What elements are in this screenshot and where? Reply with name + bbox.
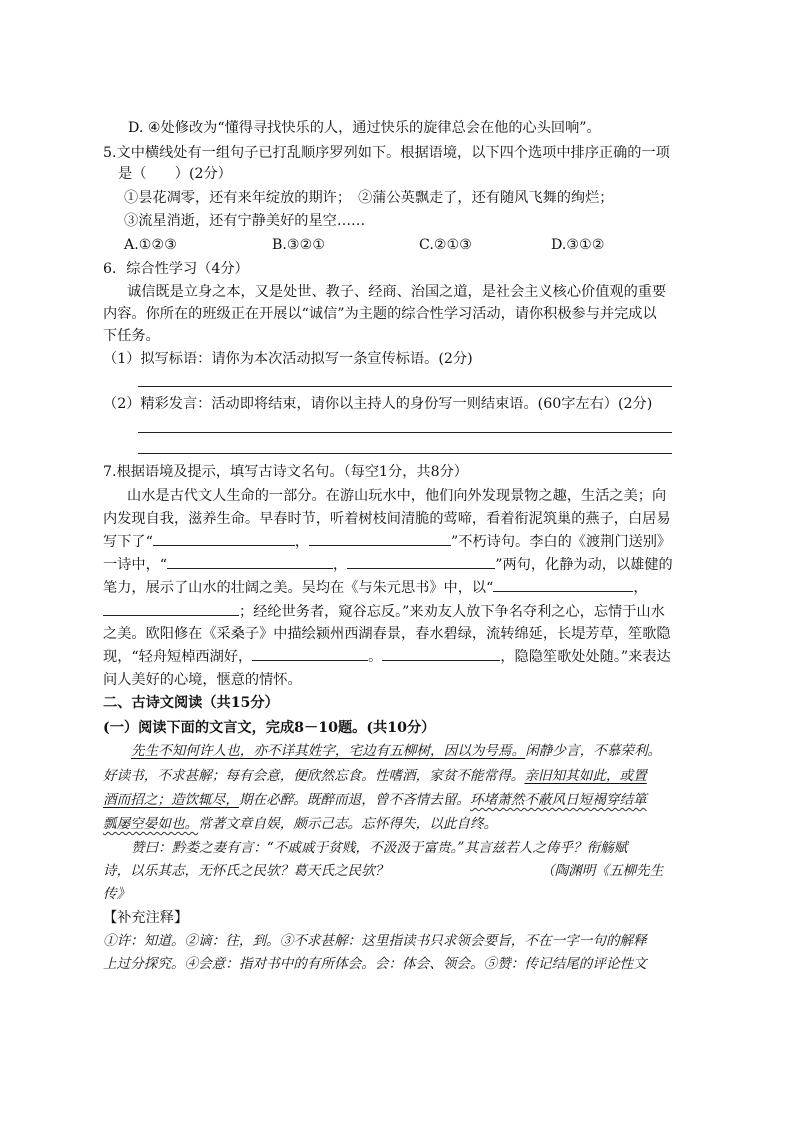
q6-task-1: （1）拟写标语：请你为本次活动拟写一条宣传标语。(2分): [103, 351, 473, 367]
passage-line-5: 赞曰：黔娄之妻有言：“不戚戚于贫贱，不汲汲于富贵。”其言兹若人之俦乎？衔觞赋: [131, 840, 628, 856]
q7-line-2: 内发现自我，滋养生命。早春时节，听着树枝间清脆的莺啼，看着衔泥筑巢的燕子，白居易: [103, 511, 671, 527]
q7-line-8-text-a: 现，“轻舟短棹西湖好，: [103, 649, 253, 665]
q7-line-4-text-a: 一诗中，“: [103, 557, 168, 573]
passage-line-2-text: 好读书，不求甚解；每有会意，便欣然忘食。性嗜酒，家贫不能常得。: [103, 768, 525, 784]
q7-line-4-text-c: ”两句，化静为动，以雄健的: [495, 557, 673, 573]
q6-task-2-answer-line-1[interactable]: [138, 432, 672, 433]
passage-line-6: 诗，以乐其志，无怀氏之民欤？葛天氏之民欤？: [103, 863, 389, 879]
q7-line-6-text-a: ；经纶世务者，窥谷忘反。”来劝友人放下争名夺利之心，忘情于山水: [239, 604, 665, 620]
passage-line-7: 传》: [103, 886, 131, 902]
q5-sentence-line-1: ①昙花凋零，还有来年绽放的期许； ②蒲公英飘走了，还有随风飞舞的绚烂；: [124, 190, 614, 206]
q5-sentence-line-2: ③流星消逝，还有宁静美好的星空……: [124, 213, 366, 229]
passage-source: （陶渊明《五柳先生: [541, 863, 664, 879]
q7-blank-1[interactable]: [153, 531, 295, 546]
notes-line-1: ①许：知道。②谪：往，到。③不求甚解：这里指读书只求领会要旨，不在一字一句的解释: [103, 933, 647, 949]
q7-blank-6[interactable]: [103, 601, 239, 616]
q7-blank-8[interactable]: [382, 646, 500, 661]
q7-line-4-text-b: ，: [333, 557, 348, 573]
q5-option-b: B.③②①: [272, 237, 326, 253]
q5-option-c: C.②①③: [419, 237, 473, 253]
q7-blank-5[interactable]: [493, 577, 633, 592]
q7-title: 7.根据语境及提示，填写古诗文名句。（每空1分，共8分）: [103, 464, 468, 480]
q7-line-3: [103, 530, 671, 554]
notes-line-2: 上过分探究。④会意：指对书中的有所体会。会：体会、领会。⑤赞：传记结尾的评论性文: [103, 956, 647, 972]
passage-wavy-2: 瓢屡空晏如也。: [103, 816, 199, 832]
q7-line-3-text-b: ，: [294, 534, 310, 550]
q7-blank-4[interactable]: [347, 554, 495, 569]
section-2-title: 二、古诗文阅读（共15分）: [103, 695, 279, 711]
q4-option-d: D. ④处修改为“懂得寻找快乐的人，通过快乐的旋律总会在他的心头回响”。: [128, 120, 601, 136]
q7-blank-3[interactable]: [167, 554, 333, 569]
passage-underlined-2a: 亲旧知其如此，或置: [524, 768, 647, 784]
q7-line-8: [103, 645, 671, 669]
q7-line-9: 问人美好的心境，惬意的情怀。: [103, 672, 302, 688]
q6-intro-line-2: 内容。你所在的班级正在开展以“诚信”为主题的综合性学习活动，请你积极参与并完成以: [103, 306, 657, 322]
q5-stem-line-2: 是（ ）(2分）: [118, 166, 232, 182]
q7-line-3-text-c: ”不朽诗句。李白的《渡荆门送别》: [451, 534, 672, 550]
q7-line-5-text-b: ，: [633, 580, 648, 596]
q5-stem-line-1: 5.文中横线处有一组句子已打乱顺序罗列如下。根据语境，以下四个选项中排序正确的一项: [103, 145, 670, 161]
q7-line-8-text-c: ，隐隐笙歌处处随。”来表达: [500, 649, 671, 665]
q5-option-a: A.①②③: [124, 237, 177, 253]
q6-intro-line-1: 诚信既是立身之本，又是处世、教子、经商、治国之道，是社会主义核心价值观的重要: [127, 284, 667, 300]
notes-title: 【补充注释】: [103, 910, 189, 926]
passage-line-3: [103, 788, 647, 812]
passage-underlined-1: 先生不知何许人也，亦不详其姓字，宅边有五柳树，因以为号焉。: [131, 743, 526, 759]
q6-task-1-answer-line[interactable]: [138, 386, 672, 387]
passage-line-1: [131, 739, 661, 763]
q7-blank-7[interactable]: [252, 646, 368, 661]
q7-line-5-text-a: 笔力，展示了山水的壮阔之美。吴均在《与朱元思书》中，以“: [103, 580, 494, 596]
passage-line-4: [103, 812, 497, 836]
passage-line-4-text: 常著文章自娱，颇示己志。忘怀得失，以此自终。: [198, 816, 498, 832]
q7-line-1: 山水是古代文人生命的一部分。在游山玩水中，他们向外发现景物之趣，生活之美；向: [127, 488, 667, 504]
q7-line-4: [103, 553, 673, 577]
passage-wavy-1: 环堵萧然不蔽风日短褐穿结箪: [470, 792, 647, 808]
q7-blank-2[interactable]: [309, 531, 451, 546]
passage-line-3-text: 期在必醉。既醉而退，曾不吝情去留。: [238, 792, 471, 808]
passage-underlined-2b: 酒而招之；造饮辄尽，: [103, 792, 239, 808]
q7-line-7: 之美。欧阳修在《采桑子》中描绘颍州西湖春景，春水碧绿，流转绵延，长堤芳草，笙歌隐: [103, 626, 671, 642]
q7-line-6: [103, 600, 665, 624]
section-2-part-1-title: (一）阅读下面的文言文，完成8－10题。(共10分）: [103, 720, 436, 736]
q7-line-3-text-a: 写下了“: [103, 534, 153, 550]
q5-option-d: D.③①②: [551, 237, 605, 253]
q6-title: 6．综合性学习（4分）: [103, 261, 249, 277]
passage-line-2: [103, 764, 647, 788]
q6-task-2-answer-line-2[interactable]: [138, 453, 672, 454]
q7-line-5: [103, 576, 648, 600]
passage-line-1-rest: 闲静少言，不慕荣利。: [525, 743, 662, 759]
q7-line-8-text-b: 。: [368, 649, 383, 665]
q6-task-2: （2）精彩发言：活动即将结束，请你以主持人的身份写一则结束语。(60字左右）(2分): [103, 396, 653, 412]
q6-intro-line-3: 下任务。: [103, 328, 160, 344]
